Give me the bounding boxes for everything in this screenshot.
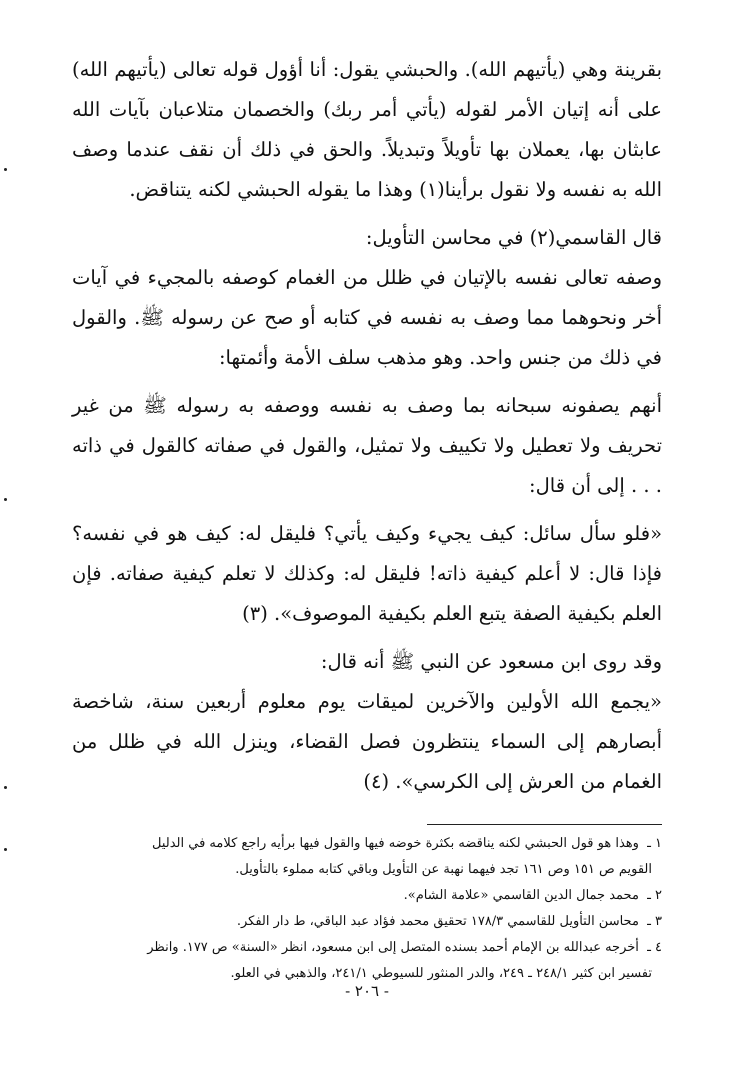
footnote-divider: [427, 824, 662, 825]
scan-speck: [4, 848, 7, 851]
paragraph-2: قال القاسمي(٢) في محاسن التأويل:: [365, 226, 662, 249]
paragraph-6: وقد روى ابن مسعود عن النبي ﷺ أنه قال:: [320, 650, 662, 673]
footnote-continuation: القويم ص ١٥١ وص ١٦١ تجد فيهما نهبة عن التأويل وباقي كتابه مملوء بالتأويل.: [235, 862, 652, 877]
scan-speck: [4, 786, 7, 789]
footnote-4: [72, 935, 662, 987]
footnote-3: [72, 909, 662, 935]
page-body: [72, 50, 662, 987]
paragraph-5: «فلو سأل سائل: كيف يجيء وكيف يأتي؟ فليقل له: كيف هو في نفسه؟ فإذا قال: لا أعلم كيفية ذاته! فليقل له: وكذلك لا تعلم كيفية صفاته. فإن العلم بكيفية الصفة يتبع العلم بكيفية الموصوف». (٣): [72, 522, 662, 625]
paragraph-1: بقرينة وهي (يأتيهم الله). والحبشي يقول: أنا أؤول قوله تعالى (يأتيهم الله) على أنه إتيان الأمر لقوله (يأتي أمر ربك) والخصمان متلاعبان بآيات الله عابثان بها، يعملان بها تأويلاً وتبديلاً. والحق في ذلك أن نقف عندما وصف الله به نفسه ولا نقول برأينا(١) وهذا ما يقوله الحبشي لكنه يتناقض.: [72, 58, 662, 201]
paragraph-7: «يجمع الله الأولين والآخرين لميقات يوم معلوم أربعين سنة، شاخصة أبصارهم إلى السماء ينتظرون فصل القضاء، وينزل الله في ظلل من الغمام من العرش إلى الكرسي». (٤): [72, 690, 662, 793]
footnote-2: [72, 883, 662, 909]
footnote-text: محمد جمال الدين القاسمي «علامة الشام».: [403, 888, 639, 903]
paragraph-3: وصفه تعالى نفسه بالإتيان في ظلل من الغمام كوصفه بالمجيء في آيات أخر ونحوهما مما وصف به نفسه في كتابه أو صح عن رسوله ﷺ. والقول في ذلك من جنس واحد. وهو مذهب سلف الأمة وأئمتها:: [72, 266, 663, 369]
paragraph-4: أنهم يصفونه سبحانه بما وصف به نفسه ووصفه به رسوله ﷺ من غير تحريف ولا تعطيل ولا تكييف ولا تمثيل، والقول في صفاته كالقول في ذاته . . . إلى أن قال:: [72, 394, 662, 497]
page-number: - ٢٠٦ -: [345, 982, 389, 1000]
footnote-number: ٤ ـ: [647, 940, 662, 955]
footnote-text: أخرجه عبدالله بن الإمام أحمد بسنده المتصل إلى ابن مسعود، انظر «السنة» ص ١٧٧. وانظر: [147, 940, 639, 955]
scan-speck: [4, 168, 7, 171]
footnote-number: ٢ ـ: [647, 888, 662, 903]
footnote-number: ١ ـ: [647, 836, 662, 851]
scan-speck: [4, 498, 7, 501]
footnotes: [72, 831, 662, 987]
footnote-text: وهذا هو قول الحبشي لكنه يناقضه بكثرة خوضه فيها والقول فيها برأيه راجع كلامه في الدليل: [151, 836, 639, 851]
footnote-1: [72, 831, 662, 883]
footnote-text: محاسن التأويل للقاسمي ١٧٨/٣ تحقيق محمد فؤاد عبد الباقي، ط دار الفكر.: [236, 914, 639, 929]
footnote-number: ٣ ـ: [647, 914, 662, 929]
footnote-continuation: تفسير ابن كثير ٢٤٨/١ ـ ٢٤٩، والدر المنثور للسيوطي ٢٤١/١، والذهبي في العلو.: [230, 966, 652, 981]
